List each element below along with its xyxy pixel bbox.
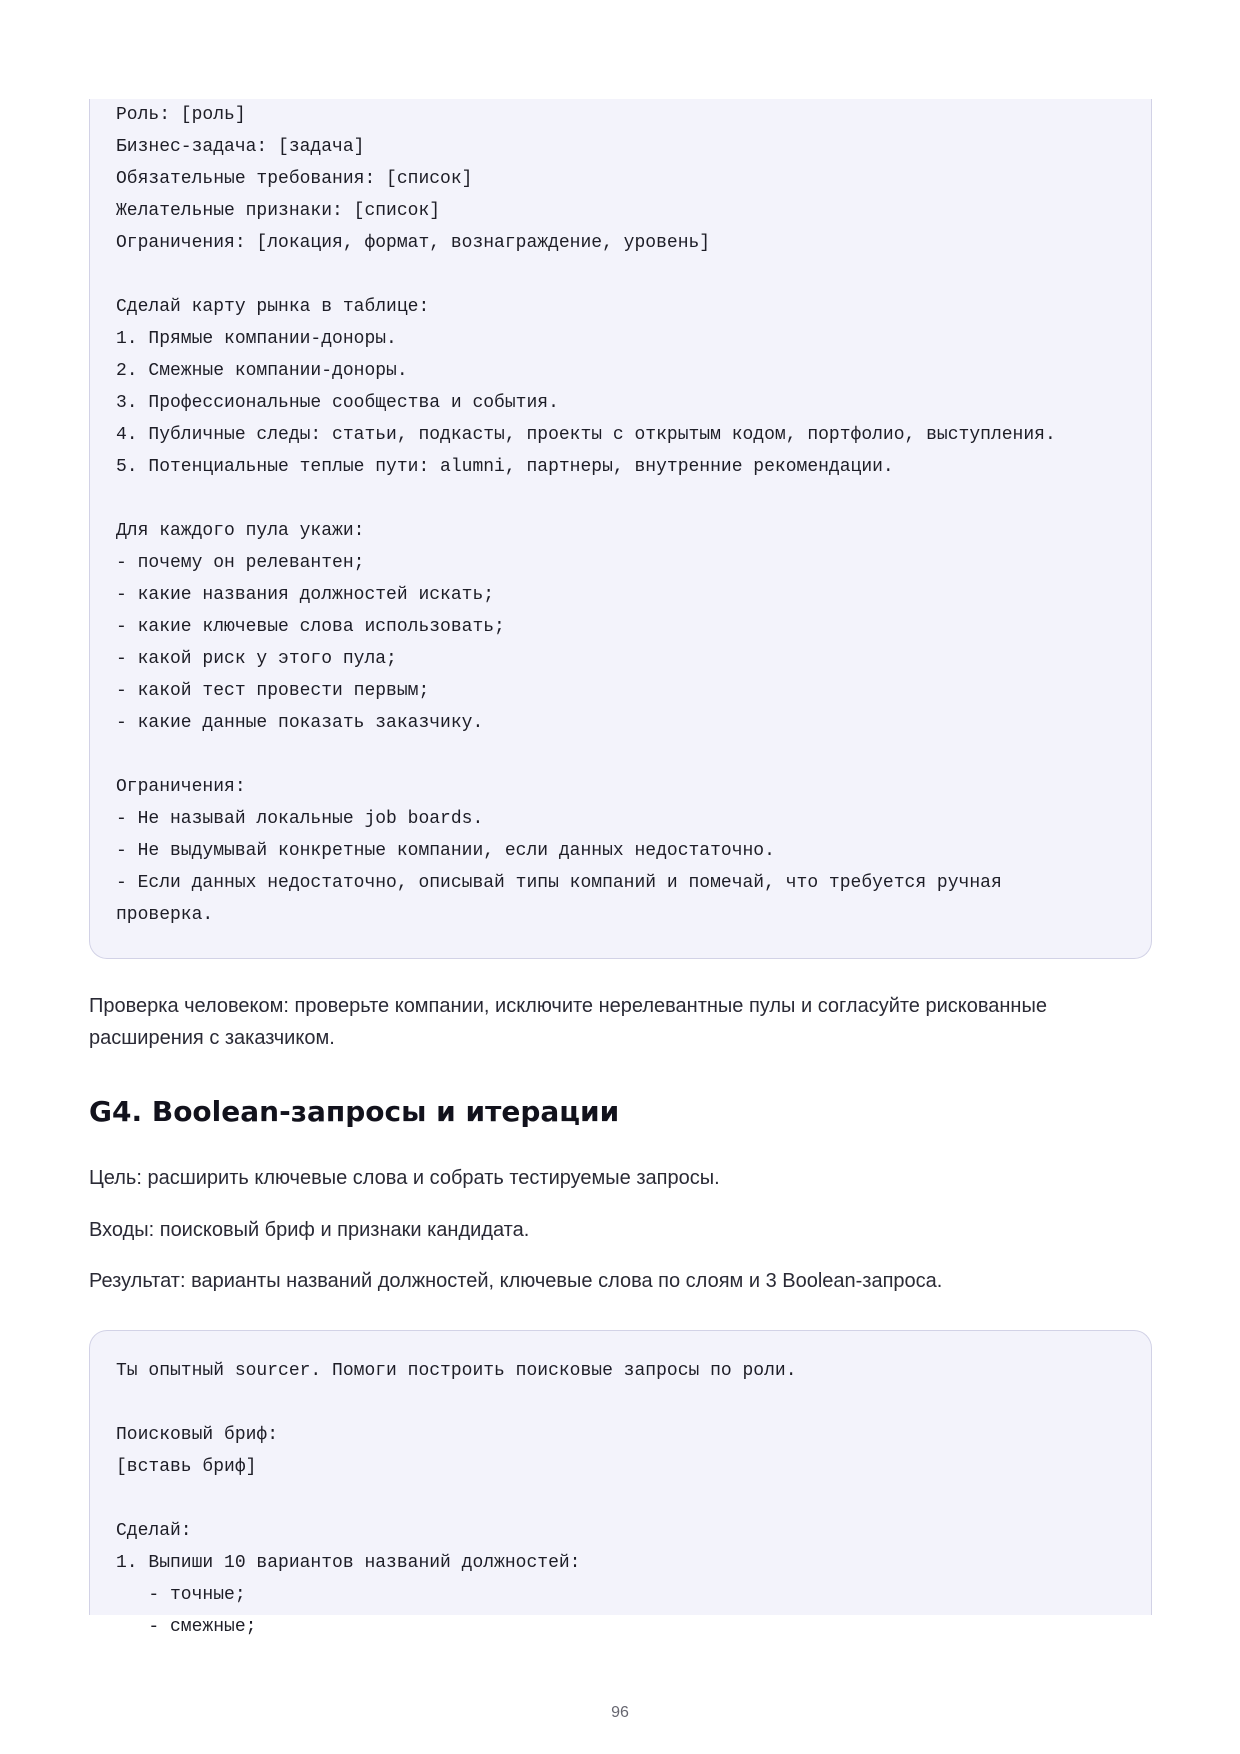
code-line: 3. Профессиональные сообщества и события. xyxy=(116,393,559,413)
prompt-code-block-boolean xyxy=(89,1330,1152,1637)
code-line: - Не называй локальные job boards. xyxy=(116,809,484,829)
code-line xyxy=(116,1483,1125,1515)
code-line: - какие ключевые слова использовать; xyxy=(116,617,505,637)
code-line xyxy=(116,1387,1125,1419)
code-line: [вставь бриф] xyxy=(116,1457,257,1477)
code-line: 4. Публичные следы: статьи, подкасты, проекты с открытым кодом, портфолио, выступления. xyxy=(116,425,1056,445)
code-line: Сделай: xyxy=(116,1521,192,1541)
code-line xyxy=(116,739,1125,771)
section-heading-g4: G4. Boolean-запросы и итерации xyxy=(89,1095,620,1128)
code-line: - Не выдумывай конкретные компании, если данных недостаточно. xyxy=(116,841,775,861)
code-line: - смежные; xyxy=(116,1617,257,1637)
code-line: Ограничения: [локация, формат, вознаграждение, уровень] xyxy=(116,233,711,253)
inputs-paragraph: Входы: поисковый бриф и признаки кандидата. xyxy=(89,1219,530,1241)
code-line xyxy=(116,259,1125,291)
prompt-code-block-market-map xyxy=(89,99,1152,959)
goal-paragraph: Цель: расширить ключевые слова и собрать тестируемые запросы. xyxy=(89,1167,720,1189)
page-number: 96 xyxy=(611,1704,629,1721)
human-check-paragraph: Проверка человеком: проверьте компании, исключите нерелевантные пулы и согласуйте рискованные расширения с заказчиком. xyxy=(89,995,1047,1049)
code-line: Ты опытный sourcer. Помоги построить поисковые запросы по роли. xyxy=(116,1361,797,1381)
code-line: проверка. xyxy=(116,905,214,925)
code-line: Ограничения: xyxy=(116,777,246,797)
code-line: Сделай карту рынка в таблице: xyxy=(116,297,430,317)
code-line: 5. Потенциальные теплые пути: alumni, партнеры, внутренние рекомендации. xyxy=(116,457,894,477)
code-line: - точные; xyxy=(116,1585,246,1605)
code-line: - какие данные показать заказчику. xyxy=(116,713,484,733)
code-line: Роль: [роль] xyxy=(116,105,246,125)
code-line: - какой тест провести первым; xyxy=(116,681,430,701)
code-line: 1. Выпиши 10 вариантов названий должностей: xyxy=(116,1553,581,1573)
code-line xyxy=(116,483,1125,515)
code-line: 2. Смежные компании-доноры. xyxy=(116,361,408,381)
code-line: - Если данных недостаточно, описывай типы компаний и помечай, что требуется ручная xyxy=(116,873,1002,893)
code-line: Обязательные требования: [список] xyxy=(116,169,473,189)
code-line: - почему он релевантен; xyxy=(116,553,365,573)
code-line: - какие названия должностей искать; xyxy=(116,585,495,605)
code-line: Поисковый бриф: xyxy=(116,1425,279,1445)
code-line: Для каждого пула укажи: xyxy=(116,521,365,541)
code-line: Бизнес-задача: [задача] xyxy=(116,137,365,157)
code-line: Желательные признаки: [список] xyxy=(116,201,441,221)
result-paragraph: Результат: варианты названий должностей, ключевые слова по слоям и 3 Boolean-запроса. xyxy=(89,1270,943,1292)
code-line: - какой риск у этого пула; xyxy=(116,649,397,669)
code-line: 1. Прямые компании-доноры. xyxy=(116,329,397,349)
